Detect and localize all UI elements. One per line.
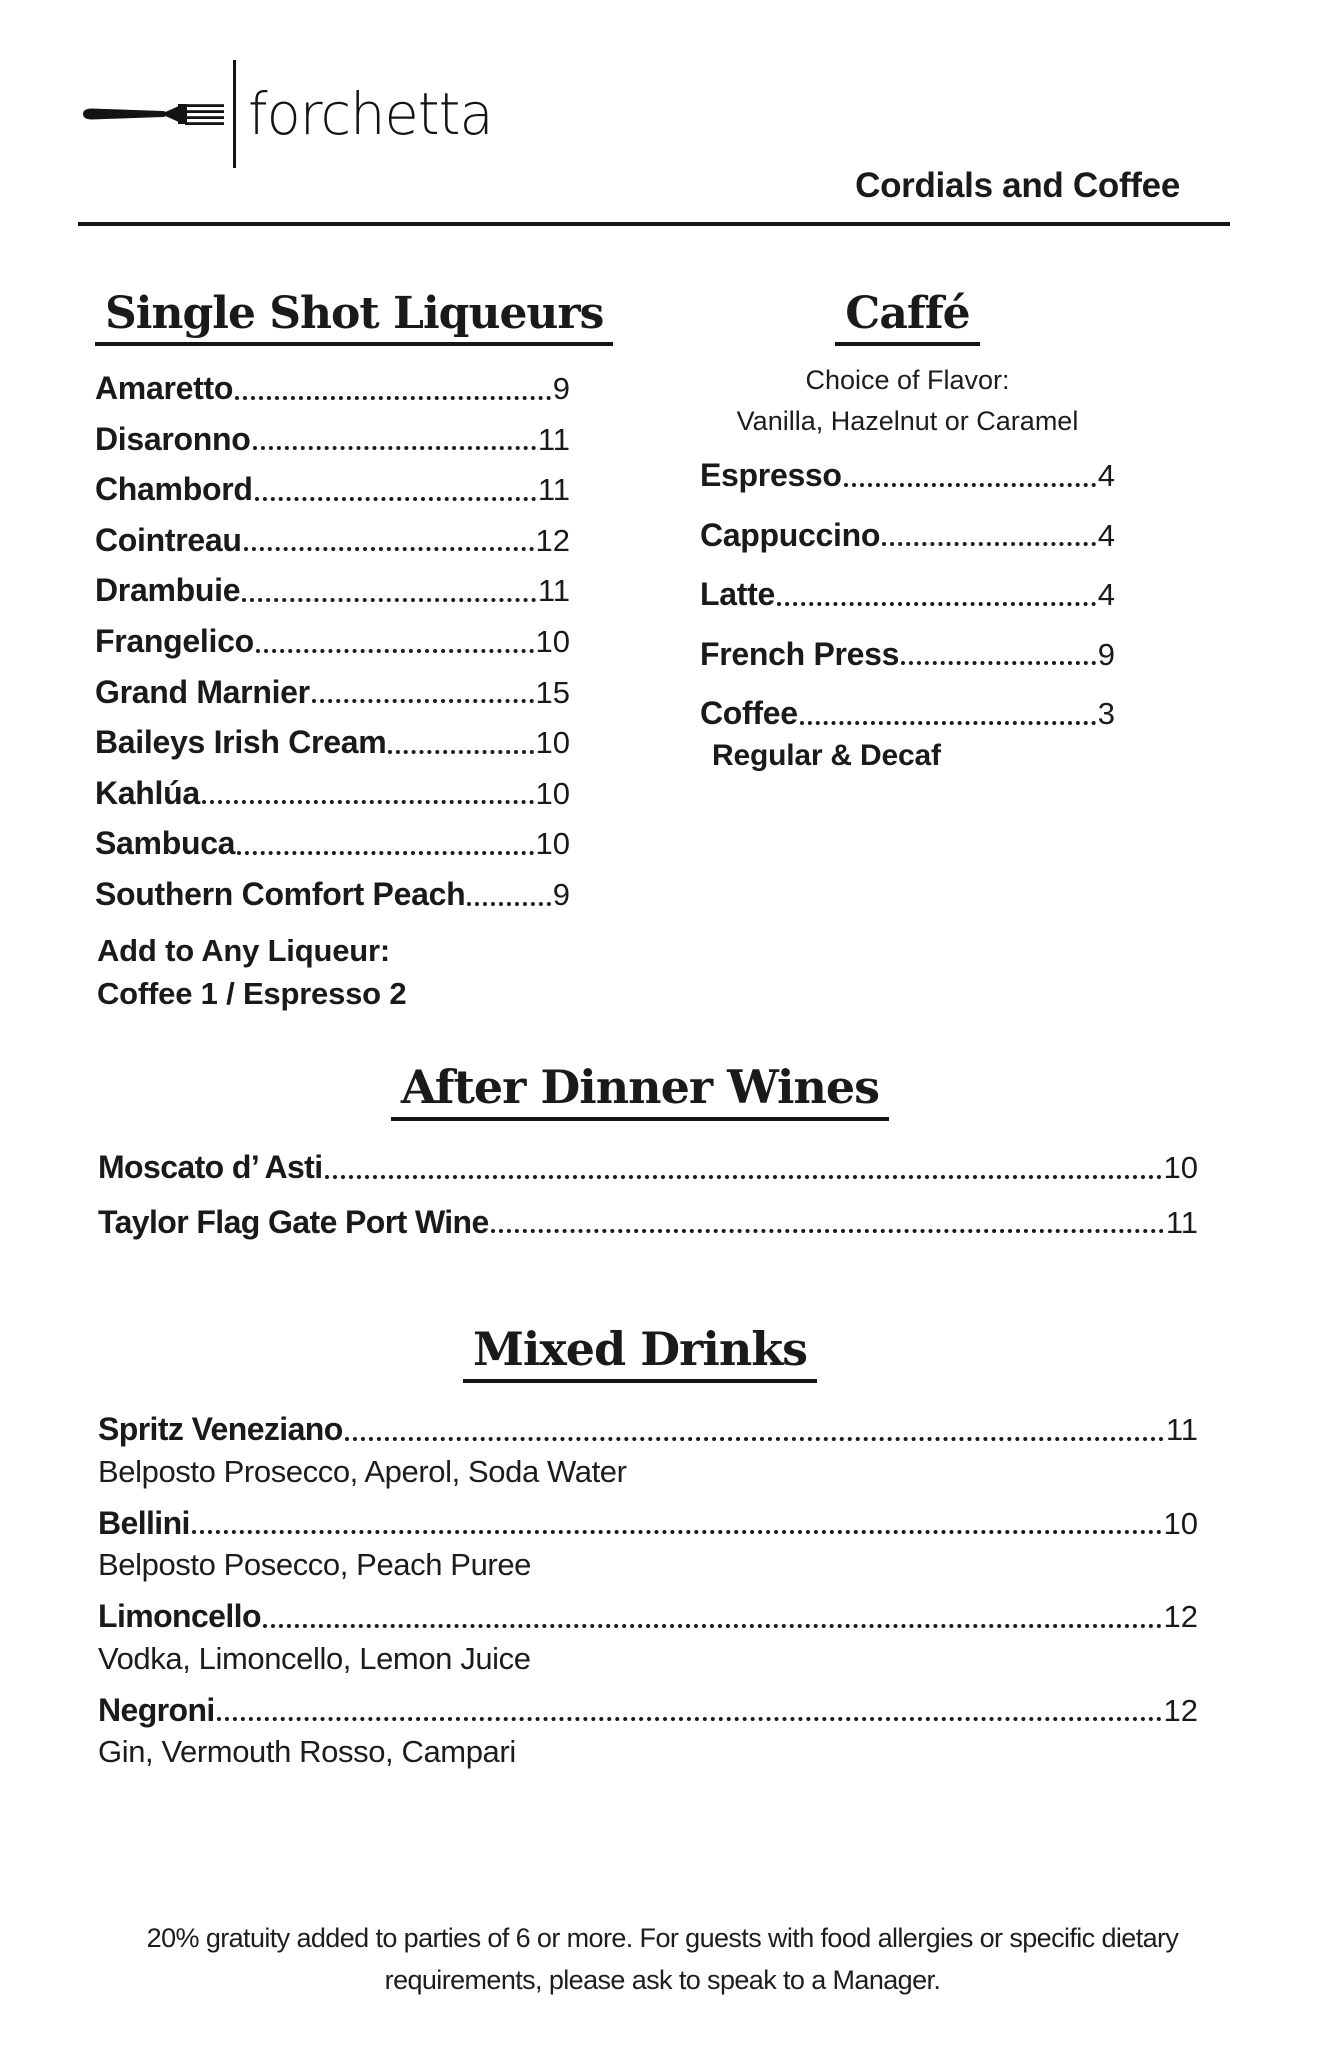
gratuity-allergy-notice: 20% gratuity added to parties of 6 or more. For guests with food allergies or specific dietary requirements, please ask to speak to a Manager. <box>146 1923 1179 1995</box>
menu-item-row <box>95 673 570 710</box>
item-name: Espresso <box>700 457 842 493</box>
item-name: Southern Comfort Peach <box>95 875 466 912</box>
dot-leader <box>217 1717 1162 1721</box>
menu-item-row <box>95 372 570 406</box>
coffee-roast-note: Regular & Decaf <box>712 738 941 772</box>
menu-item-row <box>98 1203 1198 1240</box>
item-price: 12 <box>1163 1599 1198 1635</box>
menu-item-row <box>98 1600 1198 1634</box>
item-name: Spritz Veneziano <box>98 1411 343 1447</box>
liqueurs-list <box>95 372 570 912</box>
item-name: Limoncello <box>98 1598 261 1635</box>
item-name: Cappuccino <box>700 516 881 553</box>
item-price: 9 <box>1097 636 1115 672</box>
dot-leader <box>312 699 534 703</box>
menu-item-row <box>700 459 1115 493</box>
dot-leader <box>242 598 536 602</box>
section-heading: Caffé <box>700 288 1115 346</box>
dot-leader <box>491 1229 1164 1233</box>
menu-item-row <box>98 1151 1198 1185</box>
dot-leader <box>800 721 1096 725</box>
item-price: 3 <box>1097 696 1115 732</box>
item-price: 11 <box>1165 1412 1198 1448</box>
item-description: Vodka, Limoncello, Lemon Juice <box>98 1640 531 1676</box>
item-name: Frangelico <box>95 622 254 659</box>
caffe-list <box>700 459 1115 773</box>
menu-item-row <box>95 622 570 660</box>
item-name: Coffee <box>700 695 798 732</box>
menu-item-row <box>700 635 1115 672</box>
item-name: Amaretto <box>95 370 234 406</box>
dot-leader <box>235 396 551 400</box>
section-heading: Single Shot Liqueurs <box>95 288 570 346</box>
dot-leader <box>253 446 536 450</box>
caffe-flavor-note: Choice of Flavor: Vanilla, Hazelnut or Caramel <box>736 365 1079 436</box>
section-single-shot-liqueurs <box>95 288 604 1015</box>
item-name: Sambuca <box>95 825 236 862</box>
section-after-dinner-wines <box>78 1060 1202 1260</box>
item-name: Taylor Flag Gate Port Wine <box>98 1203 489 1240</box>
item-name: Moscato d’ Asti <box>98 1149 323 1185</box>
dot-leader <box>256 649 534 653</box>
menu-item-row <box>95 473 570 507</box>
menu-item-row <box>95 726 570 760</box>
item-name: Chambord <box>95 471 253 508</box>
item-name: Bellini <box>98 1504 190 1541</box>
dot-leader <box>325 1175 1162 1179</box>
brand-name: forchetta <box>248 80 493 148</box>
menu-item-row <box>700 697 1115 731</box>
item-price: 4 <box>1097 517 1115 553</box>
item-price: 4 <box>1097 458 1115 494</box>
item-name: Kahlúa <box>95 774 200 811</box>
item-price: 15 <box>535 674 570 710</box>
item-description: Belposto Prosecco, Aperol, Soda Water <box>98 1453 627 1489</box>
item-price: 12 <box>535 522 570 558</box>
dot-leader <box>844 483 1096 487</box>
dot-leader <box>237 851 533 855</box>
section-heading: Mixed Drinks <box>78 1322 1202 1383</box>
menu-item-row <box>98 1504 1198 1541</box>
dot-leader <box>901 661 1096 665</box>
menu-item-row <box>95 521 570 558</box>
header-rule <box>78 222 1230 226</box>
item-price: 4 <box>1097 577 1115 613</box>
dot-leader <box>263 1624 1162 1628</box>
item-price: 10 <box>1163 1505 1198 1541</box>
mixed-drinks-list <box>78 1413 1202 1770</box>
menu-item-row <box>700 578 1115 612</box>
item-price: 10 <box>1163 1150 1198 1186</box>
item-name: French Press <box>700 635 900 672</box>
menu-item-row <box>95 574 570 608</box>
item-price: 11 <box>537 573 570 609</box>
item-description: Belposto Posecco, Peach Puree <box>98 1547 532 1583</box>
item-price: 10 <box>535 624 570 660</box>
item-price: 10 <box>535 725 570 761</box>
liqueur-addon-note: Add to Any Liqueur: Coffee 1 / Espresso 2 <box>97 932 407 1011</box>
menu-item-row <box>98 1691 1198 1728</box>
dot-leader <box>244 547 534 551</box>
item-name: Drambuie <box>95 572 241 609</box>
item-price: 10 <box>535 826 570 862</box>
logo-divider <box>233 60 236 168</box>
dot-leader <box>388 750 533 754</box>
dot-leader <box>345 1437 1164 1441</box>
menu-item-row <box>95 774 570 811</box>
section-mixed-drinks <box>78 1322 1202 1787</box>
dot-leader <box>255 497 536 501</box>
item-name: Baileys Irish Cream <box>95 724 387 761</box>
item-name: Disaronno <box>95 420 251 457</box>
fork-icon <box>75 92 225 136</box>
menu-item-row <box>700 516 1115 553</box>
item-price: 11 <box>537 421 570 457</box>
wines-list <box>78 1151 1202 1239</box>
item-name: Grand Marnier <box>95 673 310 710</box>
page-title: Cordials and Coffee <box>855 166 1180 205</box>
item-name: Cointreau <box>95 521 242 558</box>
item-price: 9 <box>552 876 570 912</box>
dot-leader <box>192 1530 1162 1534</box>
menu-item-row <box>95 875 570 912</box>
brand-logo <box>75 58 503 170</box>
item-name: Negroni <box>98 1691 215 1728</box>
section-caffe <box>700 288 1115 773</box>
dot-leader <box>777 602 1096 606</box>
section-heading: After Dinner Wines <box>78 1060 1202 1121</box>
menu-item-row <box>98 1413 1198 1447</box>
dot-leader <box>202 800 534 804</box>
item-description: Gin, Vermouth Rosso, Campari <box>98 1734 516 1770</box>
item-price: 12 <box>1163 1692 1198 1728</box>
item-price: 10 <box>535 775 570 811</box>
item-price: 11 <box>537 472 570 508</box>
dot-leader <box>882 542 1096 546</box>
menu-item-row <box>95 420 570 457</box>
item-price: 9 <box>552 371 570 407</box>
menu-item-row <box>95 827 570 861</box>
item-name: Latte <box>700 576 775 613</box>
item-price: 11 <box>1165 1204 1198 1240</box>
dot-leader <box>467 902 550 906</box>
